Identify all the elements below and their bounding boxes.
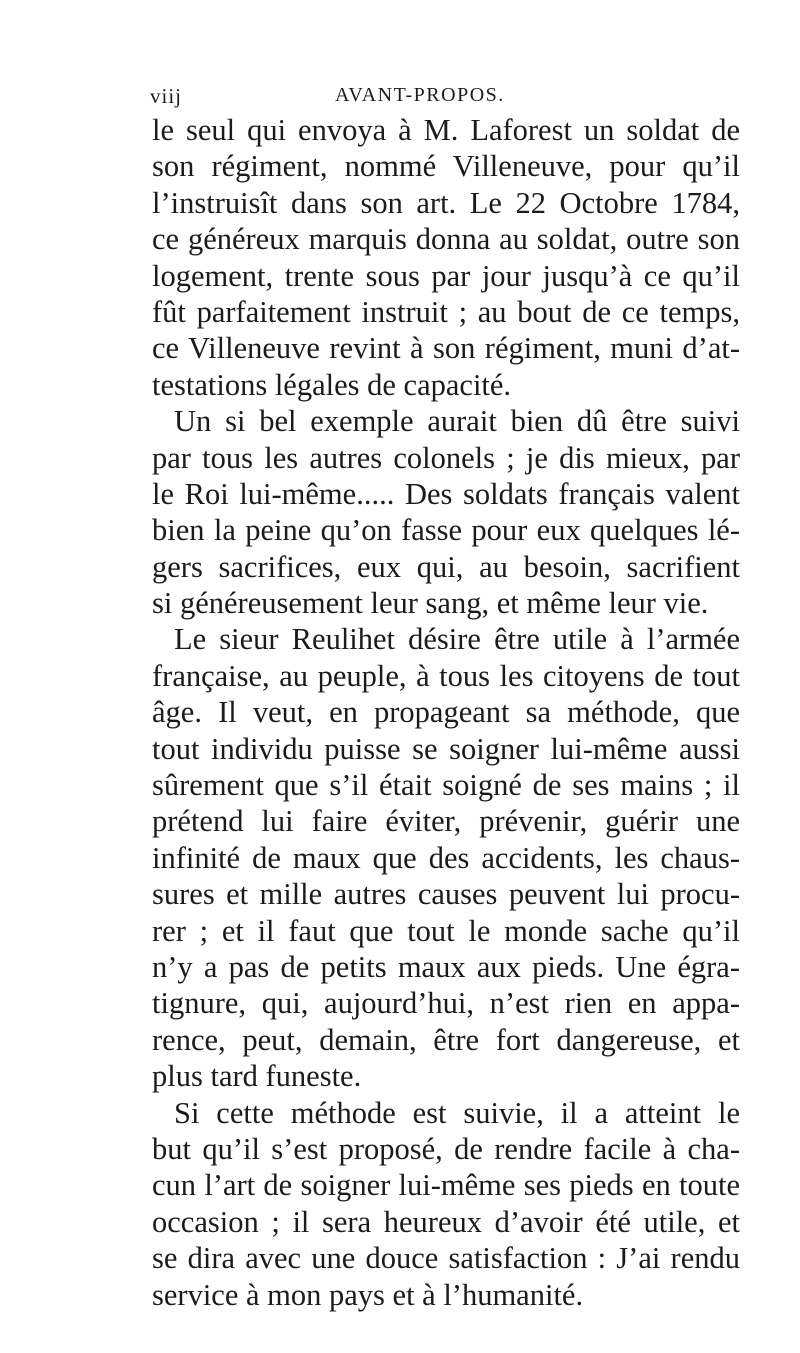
text-line: le Roi lui-même..... Des soldats français valent (152, 476, 740, 511)
paragraph-first-line: Si cette méthode est suivie, il a atteint le (174, 1095, 740, 1130)
text-line: infinité de maux que des accidents, les chaus- (152, 840, 740, 875)
running-head: AVANT-PROPOS. (335, 84, 505, 106)
text-line: tout individu puisse se soigner lui-même aussi (152, 731, 740, 766)
body-text (152, 112, 740, 1313)
paragraph-first-line: Le sieur Reulihet désire être utile à l’armée (174, 622, 740, 657)
text-line: occasion ; il sera heureux d’avoir été utile, et (152, 1204, 740, 1239)
text-line: bien la peine qu’on fasse pour eux quelques lé- (152, 513, 740, 548)
text-line: rer ; et il faut que tout le monde sache qu’il (152, 913, 740, 948)
text-line: sûrement que s’il était soigné de ses mains ; il (152, 768, 740, 803)
paragraph-last-line: service à mon pays et à l’humanité. (152, 1277, 584, 1312)
text-line: âge. Il veut, en propageant sa méthode, que (152, 695, 740, 730)
text-line: but qu’il s’est proposé, de rendre facile à cha- (152, 1131, 740, 1166)
page-number: viij (150, 84, 183, 108)
text-line: prétend lui faire éviter, prévenir, guérir une (152, 804, 740, 839)
text-line: gers sacrifices, eux qui, au besoin, sacrifient (152, 549, 740, 584)
text-line: rence, peut, demain, être fort dangereuse, et (152, 1022, 740, 1057)
text-line: le seul qui envoya à M. Laforest un soldat de (152, 113, 740, 147)
paragraph-last-line: testations légales de capacité. (152, 367, 512, 402)
page-header (0, 84, 800, 108)
text-line: française, au peuple, à tous les citoyens de tout (152, 658, 740, 693)
text-line: sures et mille autres causes peuvent lui procu- (152, 877, 740, 912)
text-line: n’y a pas de petits maux aux pieds. Une égra- (152, 949, 740, 984)
text-line: cun l’art de soigner lui-même ses pieds en toute (152, 1168, 740, 1203)
paragraph-last-line: si généreusement leur sang, et même leur vie. (152, 586, 709, 621)
text-line: l’instruisît dans son art. Le 22 Octobre 1784, (152, 185, 740, 220)
paragraph-last-line: plus tard funeste. (152, 1059, 362, 1094)
text-line: fût parfaitement instruit ; au bout de ce temps, (152, 294, 740, 329)
text-line: tignure, qui, aujourd’hui, n’est rien en appa- (152, 986, 740, 1021)
text-line: logement, trente sous par jour jusqu’à ce qu’il (152, 258, 740, 293)
text-line: ce Villeneuve revint à son régiment, muni d’at- (152, 331, 740, 366)
text-line: son régiment, nommé Villeneuve, pour qu’il (152, 149, 740, 184)
text-line: ce généreux marquis donna au soldat, outre son (152, 222, 740, 257)
paragraph-first-line: Un si bel exemple aurait bien dû être suivi (174, 404, 740, 439)
text-line: se dira avec une douce satisfaction : J’ai rendu (152, 1241, 740, 1276)
text-line: par tous les autres colonels ; je dis mieux, par (152, 440, 740, 475)
